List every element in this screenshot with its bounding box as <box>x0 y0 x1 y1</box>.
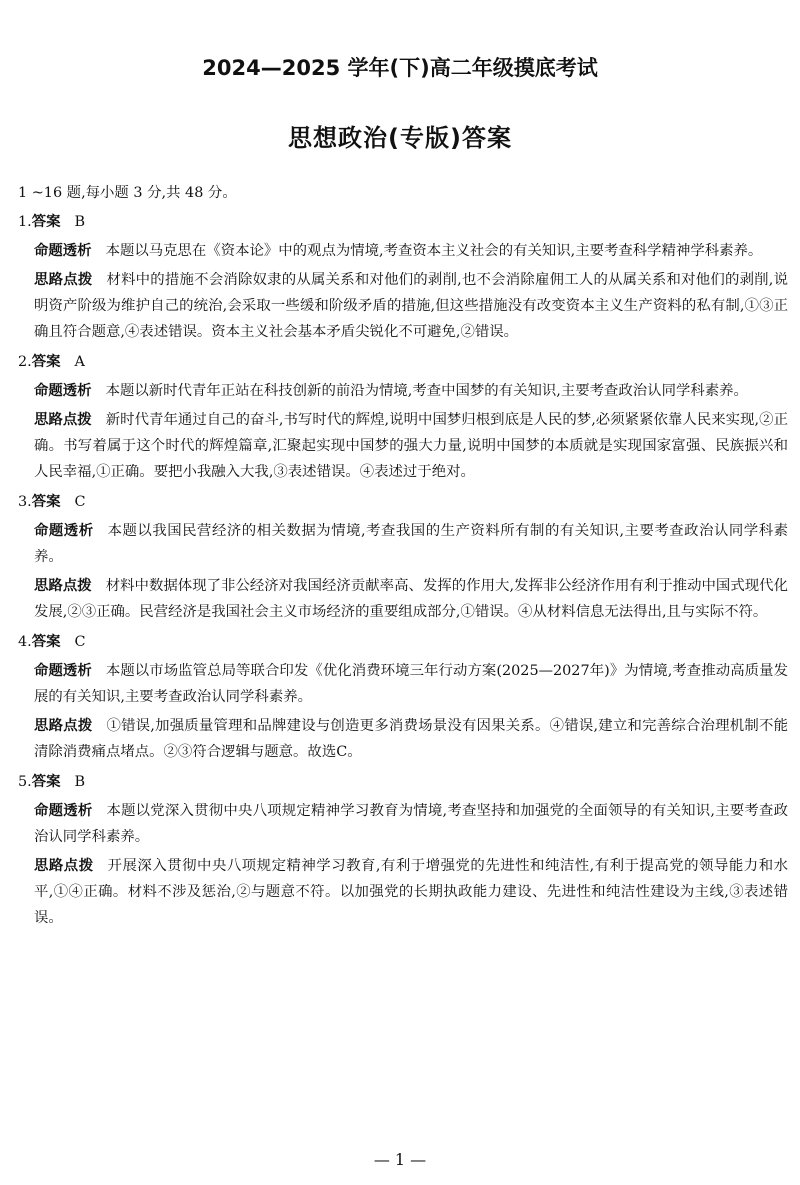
question-block <box>18 489 788 625</box>
analysis-paragraph <box>18 518 788 570</box>
answer-value: B <box>74 214 86 230</box>
hint-paragraph <box>18 267 788 345</box>
answer-content <box>18 180 788 935</box>
section-intro: 1 ~16 题,每小题 3 分,共 48 分。 <box>18 185 237 201</box>
hint-text: ①错误,加强质量管理和品牌建设与创造更多消费场景没有因果关系。④错误,建立和完善综合治理机制不能清除消费痛点堵点。②③符合逻辑与题意。故选C。 <box>34 718 788 760</box>
hint-label: 思路点拨 <box>34 412 92 428</box>
answer-label: 答案 <box>31 354 61 370</box>
hint-text: 开展深入贯彻中央八项规定精神学习教育,有利于增强党的先进性和纯洁性,有利于提高党的领导能力和水平,①④正确。材料不涉及惩治,②与题意不符。以加强党的长期执政能力建设、先进性和纯洁性建设为主线,③表述错误。 <box>34 858 788 926</box>
analysis-paragraph <box>18 378 788 404</box>
answer-label: 答案 <box>31 494 61 510</box>
analysis-paragraph <box>18 238 788 264</box>
question-answer-line <box>18 349 788 375</box>
exam-subtitle: 思想政治(专版)答案 <box>288 124 512 152</box>
page-number: — 1 — <box>373 1150 427 1169</box>
question-answer-line <box>18 769 788 795</box>
question-number: 2. <box>18 354 32 370</box>
question-answer-line <box>18 489 788 515</box>
analysis-text: 本题以我国民营经济的相关数据为情境,考查我国的生产资料所有制的有关知识,主要考查政治认同学科素养。 <box>34 523 788 565</box>
question-number: 1. <box>18 214 32 230</box>
answer-value: A <box>74 354 85 370</box>
hint-text: 材料中数据体现了非公经济对我国经济贡献率高、发挥的作用大,发挥非公经济作用有利于推动中国式现代化发展,②③正确。民营经济是我国社会主义市场经济的重要组成部分,①错误。④从材料信息无法得出,且与实际不符。 <box>34 578 788 620</box>
question-number: 5. <box>18 774 32 790</box>
hint-paragraph <box>18 407 788 485</box>
analysis-label: 命题透析 <box>34 523 94 539</box>
hint-label: 思路点拨 <box>34 272 93 288</box>
analysis-label: 命题透析 <box>34 383 92 399</box>
answer-label: 答案 <box>31 634 61 650</box>
question-number: 4. <box>18 634 32 650</box>
question-block <box>18 209 788 345</box>
answer-value: C <box>74 494 86 510</box>
question-block <box>18 629 788 765</box>
hint-paragraph <box>18 853 788 931</box>
analysis-text: 本题以党深入贯彻中央八项规定精神学习教育为情境,考查坚持和加强党的全面领导的有关知识,主要考查政治认同学科素养。 <box>34 803 788 845</box>
answer-value: B <box>74 774 86 790</box>
analysis-text: 本题以新时代青年正站在科技创新的前沿为情境,考查中国梦的有关知识,主要考查政治认同学科素养。 <box>105 383 748 399</box>
analysis-label: 命题透析 <box>34 243 92 259</box>
question-answer-line <box>18 209 788 235</box>
answer-label: 答案 <box>31 774 61 790</box>
hint-text: 新时代青年通过自己的奋斗,书写时代的辉煌,说明中国梦归根到底是人民的梦,必须紧紧依靠人民来实现,②正确。书写着属于这个时代的辉煌篇章,汇聚起实现中国梦的强大力量,说明中国梦的本质就是实现国家富强、民族振兴和人民幸福,①正确。要把小我融入大我,③表述错误。④表述过于绝对。 <box>34 412 788 480</box>
analysis-text: 本题以马克思在《资本论》中的观点为情境,考查资本主义社会的有关知识,主要考查科学精神学科素养。 <box>105 243 763 259</box>
question-block <box>18 349 788 485</box>
question-block <box>18 769 788 931</box>
hint-text: 材料中的措施不会消除奴隶的从属关系和对他们的剥削,也不会消除雇佣工人的从属关系和对他们的剥削,说明资产阶级为维护自己的统治,会采取一些缓和阶级矛盾的措施,但这些措施没有改变资本主义生产资料的私有制,①③正确且符合题意,④表述错误。资本主义社会基本矛盾尖锐化不可避免,②错误。 <box>34 272 788 340</box>
answer-value: C <box>74 634 86 650</box>
hint-label: 思路点拨 <box>34 718 93 734</box>
analysis-label: 命题透析 <box>34 663 92 679</box>
analysis-label: 命题透析 <box>34 803 93 819</box>
analysis-text: 本题以市场监管总局等联合印发《优化消费环境三年行动方案(2025—2027年)》为情境,考查推动高质量发展的有关知识,主要考查政治认同学科素养。 <box>34 663 788 705</box>
hint-label: 思路点拨 <box>34 578 92 594</box>
answer-label: 答案 <box>31 214 61 230</box>
hint-paragraph <box>18 713 788 765</box>
question-answer-line <box>18 629 788 655</box>
hint-label: 思路点拨 <box>34 858 94 874</box>
analysis-paragraph <box>18 798 788 850</box>
hint-paragraph <box>18 573 788 625</box>
analysis-paragraph <box>18 658 788 710</box>
exam-title: 2024—2025 学年(下)高二年级摸底考试 <box>202 56 598 80</box>
question-number: 3. <box>18 494 32 510</box>
